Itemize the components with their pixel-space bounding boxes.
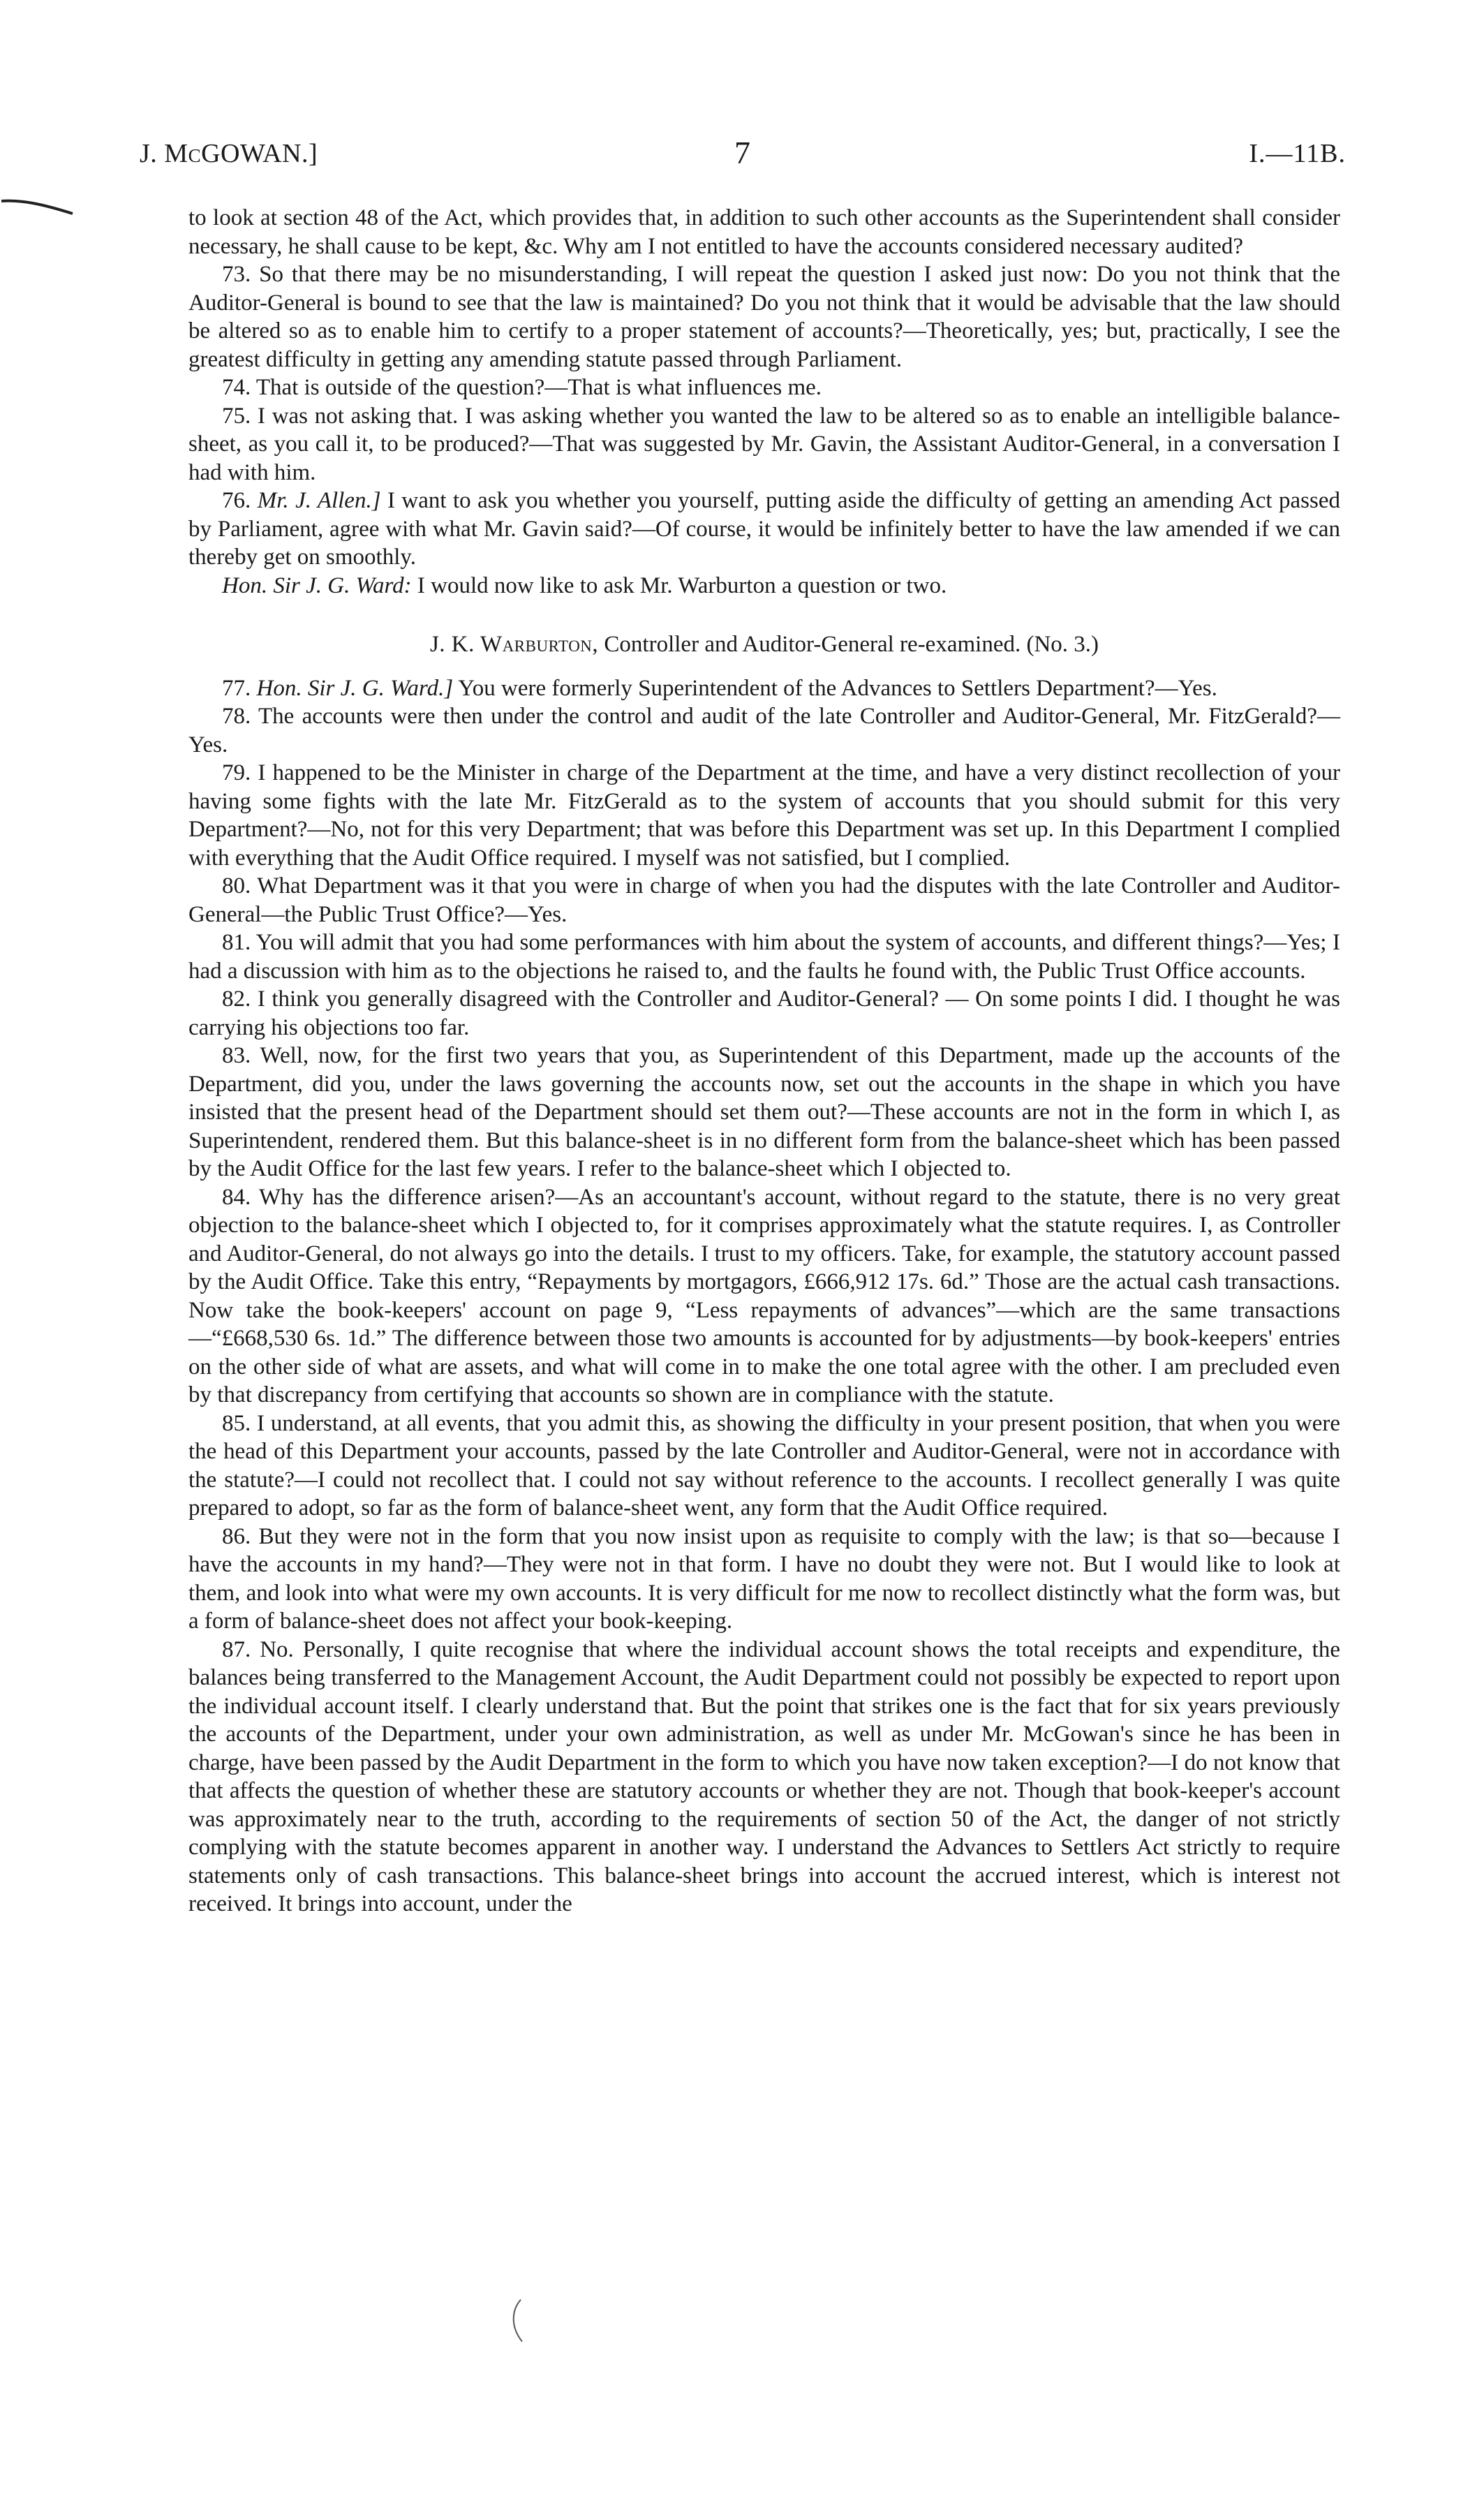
question-87: 87. No. Personally, I quite recognise that where the individual account shows the total receipts and expenditure, the balances being transferred to the Management Account, the Audit Department could not possibly be expected to report upon the individual account itself. I clearly understand that. But the point that strikes one is the fact that for six years previously the accounts of the Department, under your own administration, as well as under Mr. McGowan's since he has been in charge, have been passed by the Audit Department in the form to which you have now taken exception?—I do not know that that affects the question of whether these are statutory accounts or whether they are not. Though that book-keeper's account was approximately near to the truth, according to the requirements of section 50 of the Act, the danger of not strictly complying with the statute becomes apparent in another way. I understand the Advances to Settlers Act strictly to require statements only of cash transactions. This balance-sheet brings into account the accrued interest, which is interest not received. It brings into account, under the [188,1636,1340,1916]
question-number: 76. [222,488,251,513]
question-74: 74. That is outside of the question?—That is what influences me. [222,375,822,400]
question-85: 85. I understand, at all events, that you admit this, as showing the difficulty in your present position, that when you were the head of this Department your accounts, passed by the late Controller and Auditor-General, were not in accordance with the statute?—I could not recollect that. I could not say without reference to the accounts. I recollect generally I was quite prepared to adopt, so far as the form of balance-sheet went, any form that the Audit Office required. [188,1410,1340,1521]
question-82: 82. I think you generally disagreed with the Controller and Auditor-General? — On some points I did. I thought he was carrying his objections too far. [188,986,1340,1040]
witness-name: J. K. Warburton, [429,632,599,657]
evidence-body [188,204,1340,1918]
question-text: You were formerly Superintendent of the Advances to Settlers Department?—Yes. [458,675,1217,701]
witness-description: Controller and Auditor-General re-examined. (No. 3.) [604,632,1099,657]
header-reference: I.—11B. [1249,139,1346,168]
question-73: 73. So that there may be no misunderstanding, I will repeat the question I asked just now: Do you not think that the Auditor-General is bound to see that the law is maintained? Do you not think that it would be advisable that the law should be altered so as to enable him to certify to a proper statement of accounts?—Theoretically, yes; but, practically, I see the greatest difficulty in getting any amending statute passed through Parliament. [188,262,1340,372]
speaker: Mr. J. Allen.] [257,488,381,513]
question-number: 77. [222,675,251,701]
question-86: 86. But they were not in the form that you now insist upon as requisite to comply with the law; is that so—because I have the accounts in my hand?—They were not in that form. I have no doubt they were not. But I would like to look at them, and look into what were my own accounts. It is very difficult for me now to recollect distinctly what the form was, but a form of balance-sheet does not affect your book-keeping. [188,1523,1340,1634]
question-text: I want to ask you whether you yourself, putting aside the difficulty of getting an amending Act passed by Parliament, agree with what Mr. Gavin said?—Of course, it would be infinitely better to have the law amended if we can thereby get on smoothly. [188,488,1341,570]
question-79: 79. I happened to be the Minister in charge of the Department at the time, and have a very distinct recollection of your having some fights with the late Mr. FitzGerald as to the system of accounts that you should submit for this very Department?—No, not for this very Department; that was before this Department was set up. In this Department I complied with everything that the Audit Office required. I myself was not satisfied, but I complied. [188,760,1340,871]
paragraph-continuation: to look at section 48 of the Act, which provides that, in addition to such other accounts as the Superintendent shall consider necessary, he shall cause to be kept, &c. Why am I not entitled to have the accounts considered necessary audited? [188,205,1340,259]
question-78: 78. The accounts were then under the control and audit of the late Controller and Auditor-General, Mr. FitzGerald?—Yes. [188,704,1340,757]
scan-mark-left-edge [0,195,77,223]
question-77 [188,674,1340,703]
question-81: 81. You will admit that you had some performances with him about the system of accounts, and different things?—Yes; I had a discussion with him as to the objections he raised to, and the faults he found with, the Public Trust Office accounts. [188,930,1340,984]
question-84: 84. Why has the difference arisen?—As an accountant's account, without regard to the statute, there is no very great objection to the balance-sheet which I objected to, for it comprises approximately what the statute requires. I, as Controller and Auditor-General, do not always go into the details. I trust to my officers. Take, for example, the statutory account passed by the Audit Office. Take this entry, “Repayments by mortgagors, £666,912 17s. 6d.” Those are the actual cash transactions. Now take the book-keepers' account on page 9, “Less repayments of advances”—which are the same transactions—“£668,530 6s. 1d.” The difference between those two amounts is accounted for by adjustments—by book-keepers' entries on the other side of what are assets, and what will come in to make the one total agree with the other. I am precluded even by that discrepancy from certifying that accounts so shown are in compliance with the statute. [188,1184,1340,1407]
scan-mark-lower [507,2297,528,2346]
question-83: 83. Well, now, for the first two years that you, as Superintendent of this Department, made up the accounts of the Department, did you, under the laws governing the accounts now, set out the accounts in the shape in which you have insisted that the present head of the Department should set them out?—These accounts are not in the form in which I, as Superintendent, rendered them. But this balance-sheet is in no different form from the balance-sheet which has been passed by the Audit Office for the last few years. I refer to the balance-sheet which I objected to. [188,1043,1340,1181]
page-header [140,135,1346,180]
witness-heading [188,630,1340,659]
speaker: Hon. Sir J. G. Ward: [222,572,412,598]
statement-hon-ward [188,572,1340,600]
question-80: 80. What Department was it that you were in charge of when you had the disputes with the late Controller and Auditor-General—the Public Trust Office?—Yes. [188,873,1340,927]
speaker: Hon. Sir J. G. Ward.] [256,675,454,701]
header-witness: J. McGOWAN.] [140,139,318,168]
question-76 [188,487,1340,572]
statement-text: I would now like to ask Mr. Warburton a question or two. [417,572,947,598]
page-number: 7 [734,135,751,170]
question-75: 75. I was not asking that. I was asking whether you wanted the law to be altered so as to enable an intelligible balance-sheet, as you call it, to be produced?—That was suggested by Mr. Gavin, the Assistant Auditor-General, in a conversation I had with him. [188,403,1340,485]
